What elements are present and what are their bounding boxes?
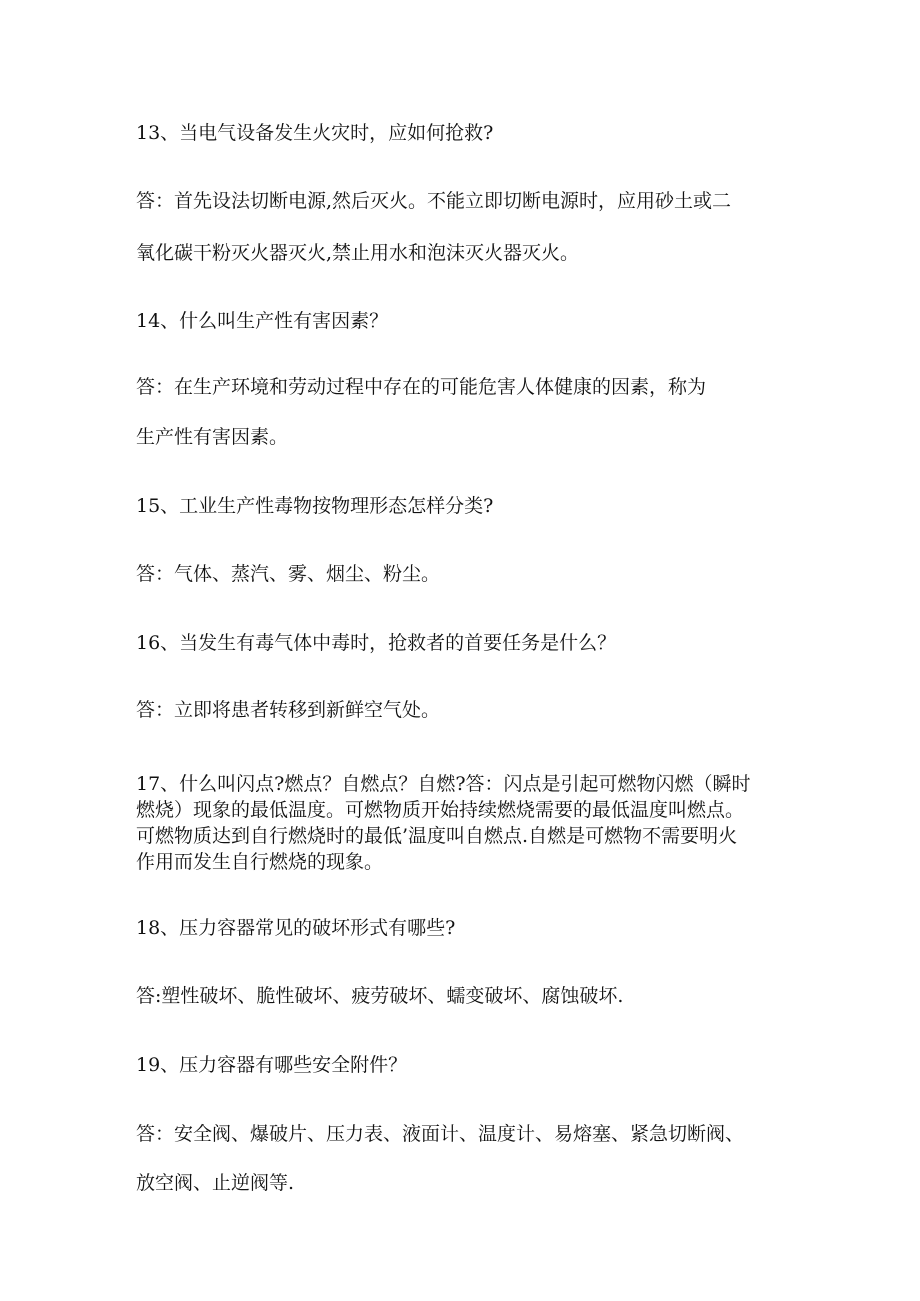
paragraph-17-line-1: 17、什么叫闪点?燃点？自燃点？自燃?答：闪点是引起可燃物闪燃（瞬时 <box>136 773 751 795</box>
question-16: 16、当发生有毒气体中毒时，抢救者的首要任务是什么？ <box>136 632 617 654</box>
question-19: 19、压力容器有哪些安全附件？ <box>136 1054 408 1076</box>
answer-13-line-2: 氧化碳干粉灭火器灭火,禁止用水和泡沫灭火器灭火。 <box>136 242 580 264</box>
answer-18-line-1: 答:塑性破坏、脆性破坏、疲劳破坏、蠕变破坏、腐蚀破坏. <box>136 985 624 1007</box>
answer-19-line-2: 放空阀、止逆阀等. <box>136 1172 295 1194</box>
question-18: 18、压力容器常见的破坏形式有哪些? <box>136 917 456 939</box>
answer-19-line-1: 答：安全阀、爆破片、压力表、液面计、温度计、易熔塞、紧急切断阀、 <box>136 1123 745 1145</box>
question-14: 14、什么叫生产性有害因素？ <box>136 310 389 332</box>
answer-15-line-1: 答：气体、蒸汽、雾、烟尘、粉尘。 <box>136 563 441 585</box>
paragraph-17 <box>136 771 786 875</box>
answer-16-line-1: 答：立即将患者转移到新鲜空气处。 <box>136 699 441 721</box>
paragraph-17-line-2: 燃烧）现象的最低温度。可燃物质开始持续燃烧需要的最低温度叫燃点。 <box>136 799 745 821</box>
question-15: 15、工业生产性毒物按物理形态怎样分类? <box>136 495 494 517</box>
question-13: 13、当电气设备发生火灾时，应如何抢救? <box>136 122 494 144</box>
answer-13-line-1: 答：首先设法切断电源,然后灭火。不能立即切断电源时，应用砂土或二 <box>136 190 732 212</box>
answer-14-line-1: 答：在生产环境和劳动过程中存在的可能危害人体健康的因素，称为 <box>136 376 707 398</box>
paragraph-17-line-3: 可燃物质达到自行燃烧时的最低’温度叫自燃点.自燃是可燃物不需要明火 <box>136 825 738 847</box>
paragraph-17-line-4: 作用而发生自行燃烧的现象。 <box>136 851 384 873</box>
answer-14-line-2: 生产性有害因素。 <box>136 426 289 448</box>
